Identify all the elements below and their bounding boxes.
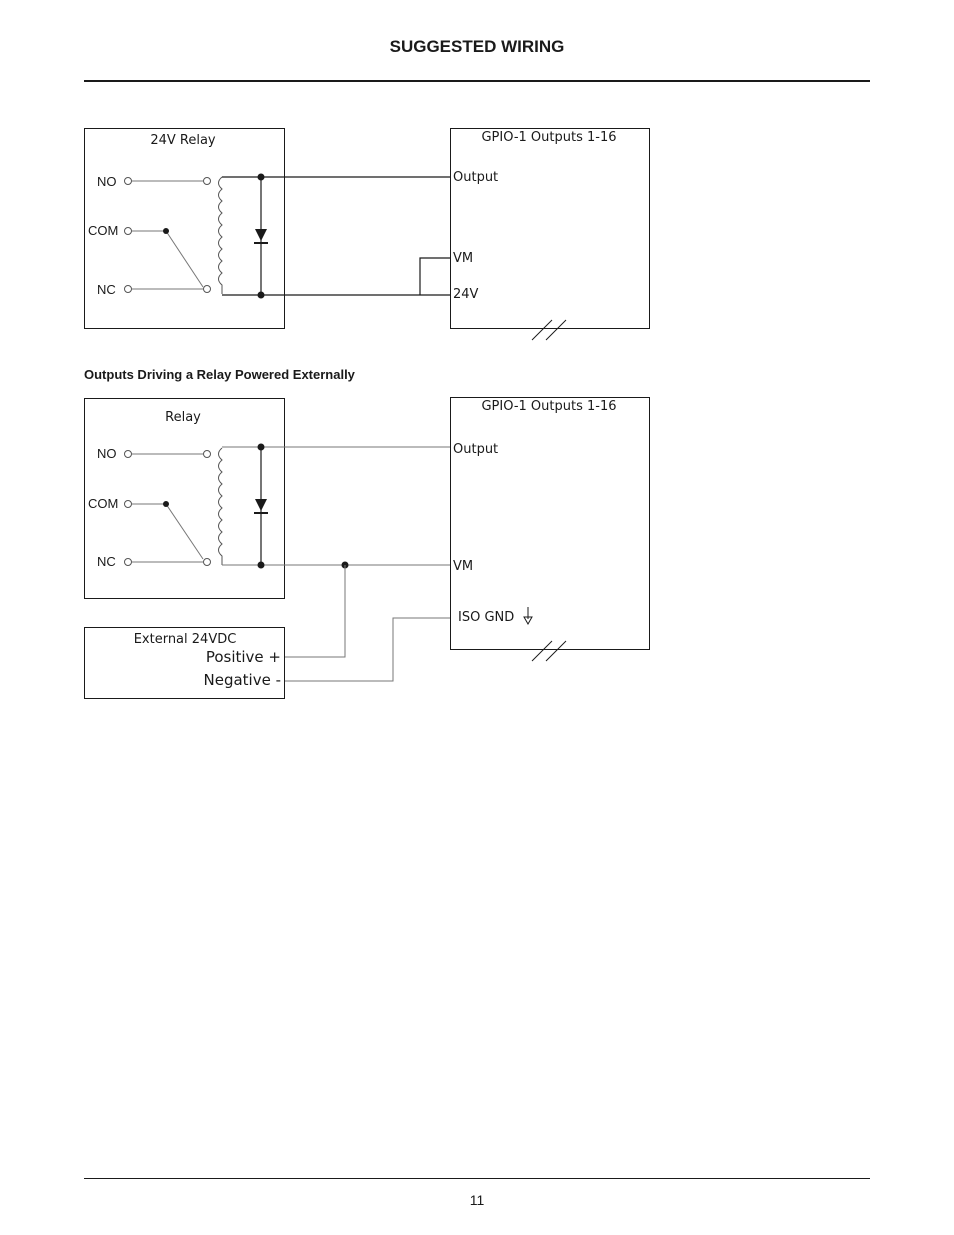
terminal-nc-label: NC [97, 554, 116, 569]
com-terminal-icon [125, 501, 132, 508]
relay-title: Relay [165, 410, 201, 425]
diagram-relay-24v [85, 129, 650, 341]
gpio-output-label: Output [453, 442, 499, 457]
terminal-com-label: COM [88, 496, 119, 511]
gpio-vm-label: VM [453, 559, 474, 574]
gpio-24v-label: 24V [453, 287, 479, 302]
gpio-iso-gnd-label: ISO GND [458, 610, 515, 625]
no-terminal-icon [125, 451, 132, 458]
supply-negative-label: Negative - [203, 671, 281, 689]
terminal-nc-label: NC [97, 282, 116, 297]
external-supply-title: External 24VDC [133, 632, 237, 647]
page-title: SUGGESTED WIRING [389, 37, 565, 56]
gpio-vm-label: VM [453, 251, 474, 266]
relay-title: 24V Relay [150, 133, 216, 148]
page-number: 11 [469, 1192, 485, 1208]
terminal-no-label: NO [97, 174, 117, 189]
gpio-box [451, 129, 650, 329]
gpio-output-label: Output [453, 170, 499, 185]
com-terminal-icon [125, 228, 132, 235]
ground-icon [524, 607, 532, 624]
diode-icon [254, 229, 268, 243]
relay-coil-icon [219, 448, 223, 565]
footer-rule [84, 1178, 870, 1179]
nc-terminal-icon [125, 559, 132, 566]
nc-terminal-icon [125, 286, 132, 293]
relay-coil-icon [219, 177, 223, 294]
diagram2-caption: Outputs Driving a Relay Powered Externally [84, 367, 355, 382]
gpio-title: GPIO-1 Outputs 1-16 [481, 399, 617, 414]
diagram-relay-external [85, 398, 650, 699]
supply-positive-label: Positive + [205, 648, 281, 666]
break-mark-icon [532, 320, 566, 340]
terminal-no-label: NO [97, 446, 117, 461]
no-terminal-icon [125, 178, 132, 185]
gpio-title: GPIO-1 Outputs 1-16 [481, 130, 617, 145]
break-mark-icon [532, 641, 566, 661]
diode-icon [254, 499, 268, 513]
terminal-com-label: COM [88, 223, 119, 238]
